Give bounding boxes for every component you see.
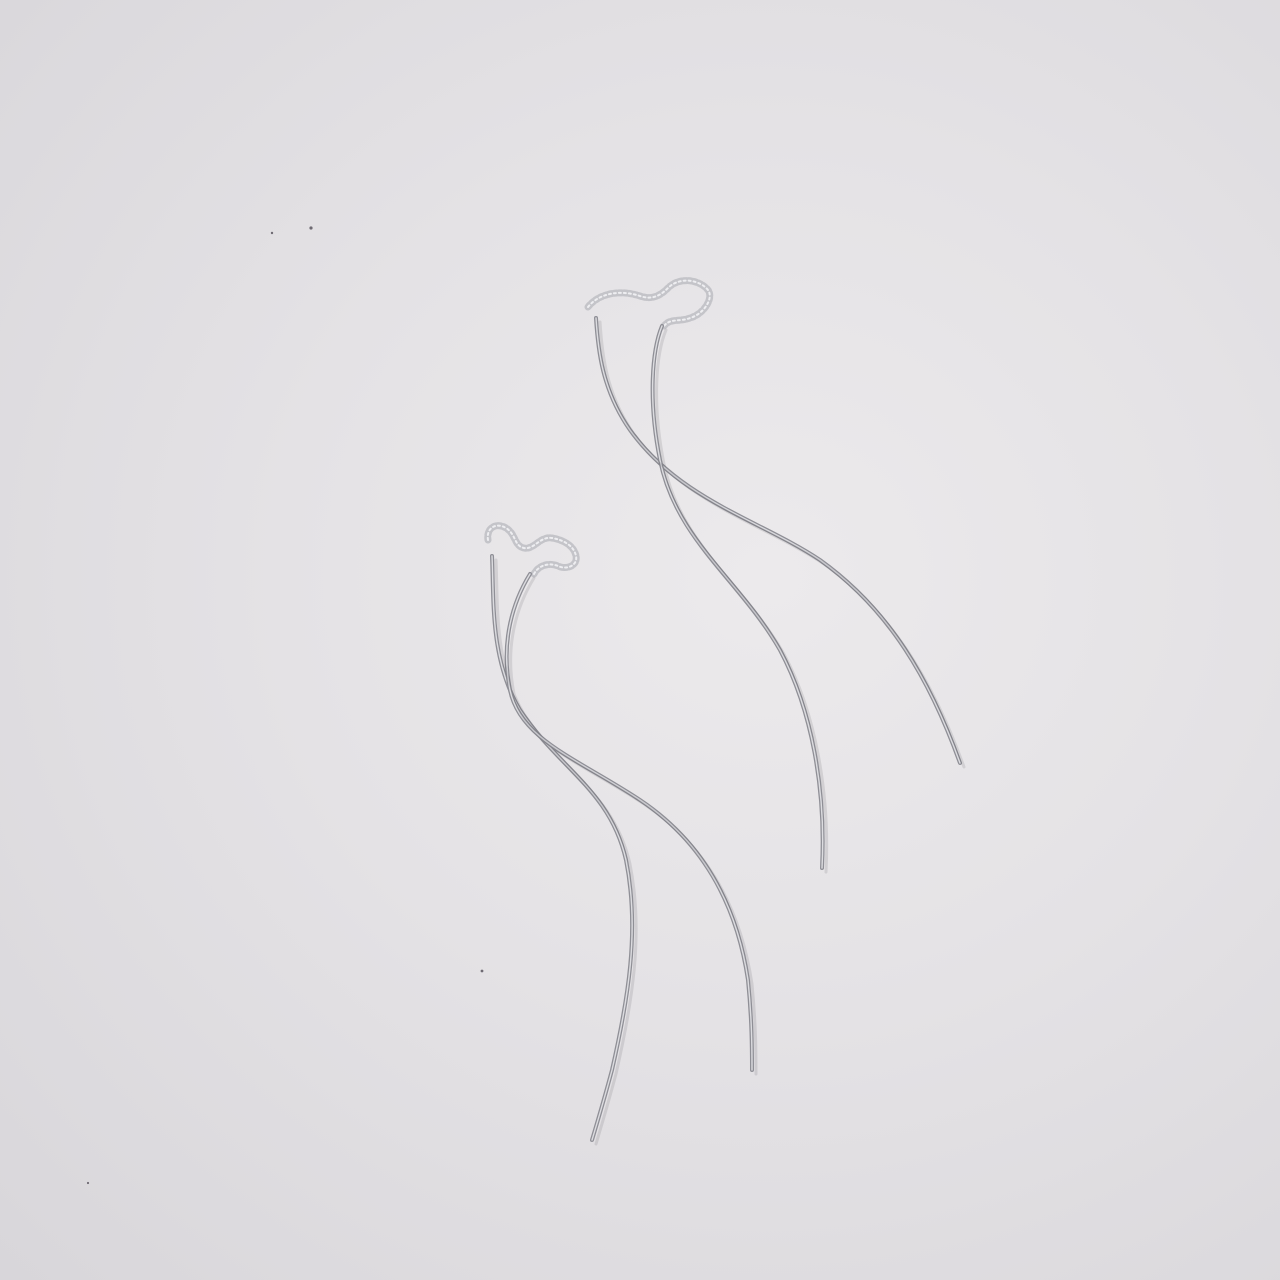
wire-upper-b (653, 326, 823, 868)
chain-lower (488, 526, 576, 574)
earring-upper-right (588, 281, 960, 868)
wire-upper-a (596, 318, 960, 763)
chain-upper (588, 281, 710, 326)
surface-specks (87, 226, 484, 1184)
wire-shadows (496, 322, 964, 1144)
wire-lower-d (507, 574, 752, 1070)
